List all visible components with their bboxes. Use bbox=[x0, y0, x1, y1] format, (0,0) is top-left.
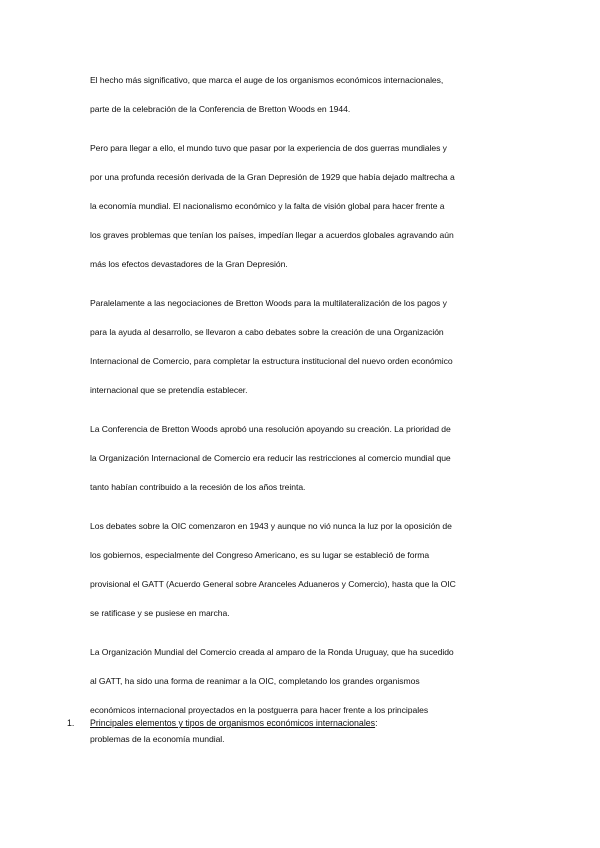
text-line: los graves problemas que tenían los países, impedían llegar a acuerdos globales agravando aún bbox=[90, 230, 454, 240]
paragraph-4 bbox=[90, 415, 520, 502]
text-line: provisional el GATT (Acuerdo General sobre Aranceles Aduaneros y Comercio), hasta que la OIC bbox=[90, 579, 456, 589]
text-line: La Conferencia de Bretton Woods aprobó una resolución apoyando su creación. La prioridad de bbox=[90, 424, 451, 434]
text-line: se ratificase y se pusiese en marcha. bbox=[90, 608, 230, 618]
heading-suffix: : bbox=[375, 718, 378, 728]
text-line: tanto habían contribuido a la recesión de los años treinta. bbox=[90, 482, 306, 492]
text-line: más los efectos devastadores de la Gran Depresión. bbox=[90, 259, 288, 269]
text-line: económicos internacional proyectados en la postguerra para hacer frente a los principales bbox=[90, 705, 429, 715]
document-body bbox=[90, 66, 520, 764]
text-line: por una profunda recesión derivada de la Gran Depresión de 1929 que había dejado maltrecha a bbox=[90, 172, 455, 182]
text-line: la Organización Internacional de Comercio era reducir las restricciones al comercio mundial que bbox=[90, 453, 451, 463]
paragraph-1 bbox=[90, 66, 520, 124]
text-line: El hecho más significativo, que marca el auge de los organismos económicos internacionales, bbox=[90, 75, 444, 85]
text-line: Pero para llegar a ello, el mundo tuvo que pasar por la experiencia de dos guerras mundiales y bbox=[90, 143, 447, 153]
text-line: parte de la celebración de la Conferencia de Bretton Woods en 1944. bbox=[90, 104, 351, 114]
paragraph-3 bbox=[90, 289, 520, 405]
section-heading bbox=[67, 716, 378, 730]
paragraph-6 bbox=[90, 638, 520, 754]
paragraph-5 bbox=[90, 512, 520, 628]
text-line: Los debates sobre la OIC comenzaron en 1943 y aunque no vió nunca la luz por la oposición de bbox=[90, 521, 452, 531]
text-line: al GATT, ha sido una forma de reanimar a la OIC, completando los grandes organismos bbox=[90, 676, 420, 686]
heading-text: Principales elementos y tipos de organismos económicos internacionales bbox=[90, 718, 376, 728]
text-line: internacional que se pretendía establecer. bbox=[90, 385, 248, 395]
text-line: para la ayuda al desarrollo, se llevaron a cabo debates sobre la creación de una Organización bbox=[90, 327, 444, 337]
text-line: los gobiernos, especialmente del Congreso Americano, es su lugar se estableció de forma bbox=[90, 550, 430, 560]
paragraph-2 bbox=[90, 134, 520, 279]
text-line: la economía mundial. El nacionalismo económico y la falta de visión global para hacer frente a bbox=[90, 201, 445, 211]
heading-number: 1. bbox=[67, 718, 75, 728]
text-line: Internacional de Comercio, para completar la estructura institucional del nuevo orden económico bbox=[90, 356, 453, 366]
text-line: Paralelamente a las negociaciones de Bretton Woods para la multilateralización de los pagos y bbox=[90, 298, 447, 308]
text-line: problemas de la economía mundial. bbox=[90, 734, 225, 744]
text-line: La Organización Mundial del Comercio creada al amparo de la Ronda Uruguay, que ha sucedido bbox=[90, 647, 454, 657]
